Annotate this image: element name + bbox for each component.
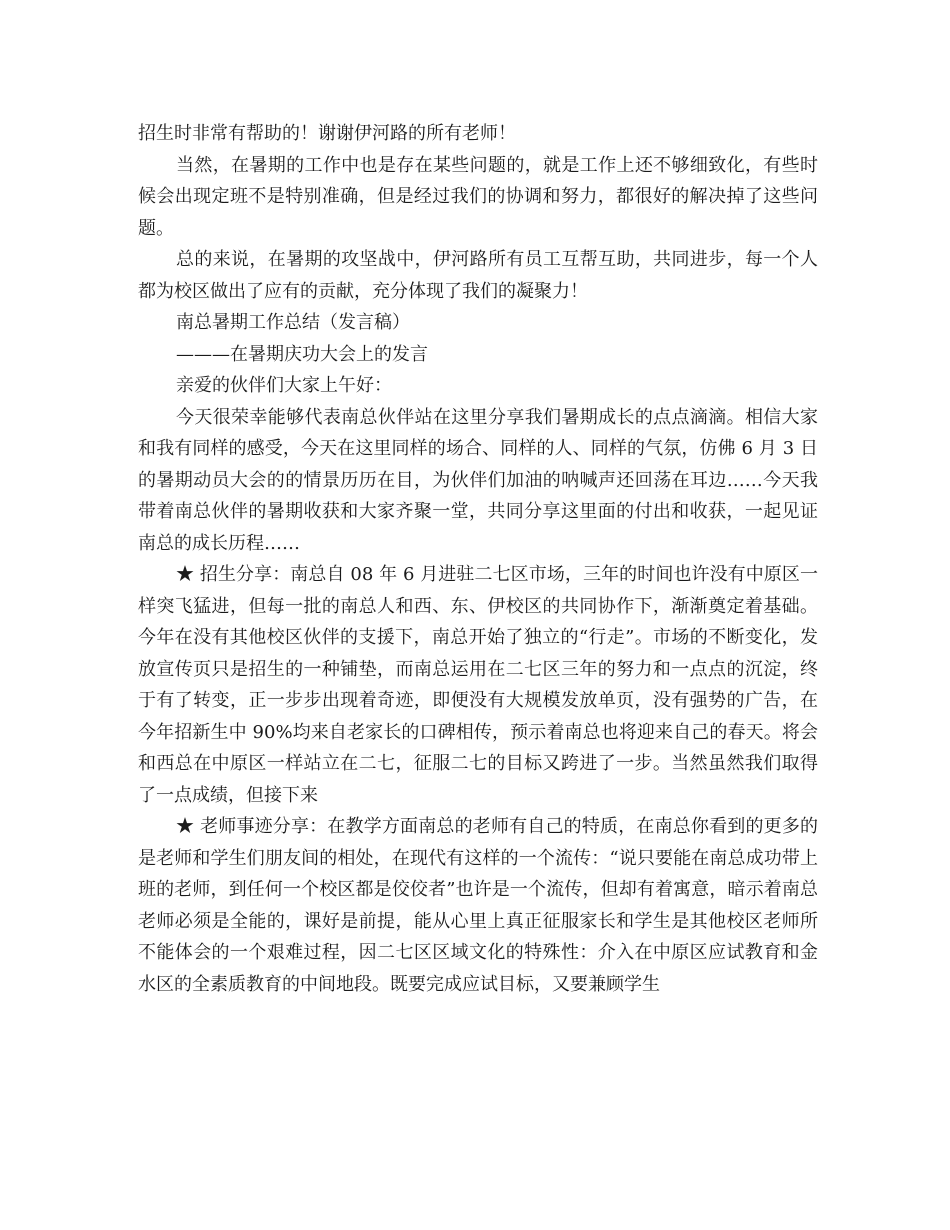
section-title: 南总暑期工作总结（发言稿） (176, 312, 410, 333)
paragraph: 当然，在暑期的工作中也是存在某些问题的，就是工作上还不够细致化，有些时候会出现定班不是特别准确，但是经过我们的协调和努力，都很好的解决掉了这些问题。 (138, 154, 818, 239)
bullet-paragraph-teachers: ★ 老师事迹分享：在教学方面南总的老师有自己的特质，在南总你看到的更多的是老师和学生们朋友间的相处，在现代有这样的一个流传：“说只要能在南总成功带上班的老师，到任何一个校区都是佼佼者”也许是一个流传，但却有着寓意，暗示着南总老师必须是全能的，课好是前提，能从心里上真正征服家长和学生是其他校区老师所不能体会的一个艰难过程，因二七区区域文化的特殊性：介入在中原区应试教育和金水区的全素质教育的中间地段。既要完成应试目标，又要兼顾学生 (138, 816, 818, 995)
document-body (138, 118, 818, 1000)
paragraph: 总的来说，在暑期的攻坚战中，伊河路所有员工互帮互助，共同进步，每一个人都为校区做出了应有的贡献，充分体现了我们的凝聚力！ (138, 249, 818, 302)
section-subtitle: ———在暑期庆功大会上的发言 (176, 343, 428, 365)
salutation: 亲爱的伙伴们大家上午好： (176, 375, 392, 396)
bullet-paragraph-enrollment: ★ 招生分享：南总自 08 年 6 月进驻二七区市场，三年的时间也许没有中原区一样突飞猛进，但每一批的南总人和西、东、伊校区的共同协作下，渐渐奠定着基础。今年在没有其他校区伙伴的支援下，南总开始了独立的“行走”。市场的不断变化，发放宣传页只是招生的一种铺垫，而南总运用在二七区三年的努力和一点点的沉淀，终于有了转变，正一步步出现着奇迹，即便没有大规模发放单页，没有强势的广告，在今年招新生中 90%均来自老家长的口碑相传，预示着南总也将迎来自己的春天。将会和西总在中原区一样站立在二七，征服二七的目标又跨进了一步。当然虽然我们取得了一点成绩，但接下来 (138, 564, 818, 806)
paragraph: 招生时非常有帮助的！谢谢伊河路的所有老师！ (138, 123, 516, 144)
paragraph: 今天很荣幸能够代表南总伙伴站在这里分享我们暑期成长的点点滴滴。相信大家和我有同样的感受，今天在这里同样的场合、同样的人、同样的气氛，仿佛 6 月 3 日的暑期动员大会的的情景历历在目，为伙伴们加油的呐喊声还回荡在耳边……今天我带着南总伙伴的暑期收获和大家齐聚一堂，共同分享这里面的付出和收获，一起见证南总的成长历程…… (138, 406, 818, 554)
